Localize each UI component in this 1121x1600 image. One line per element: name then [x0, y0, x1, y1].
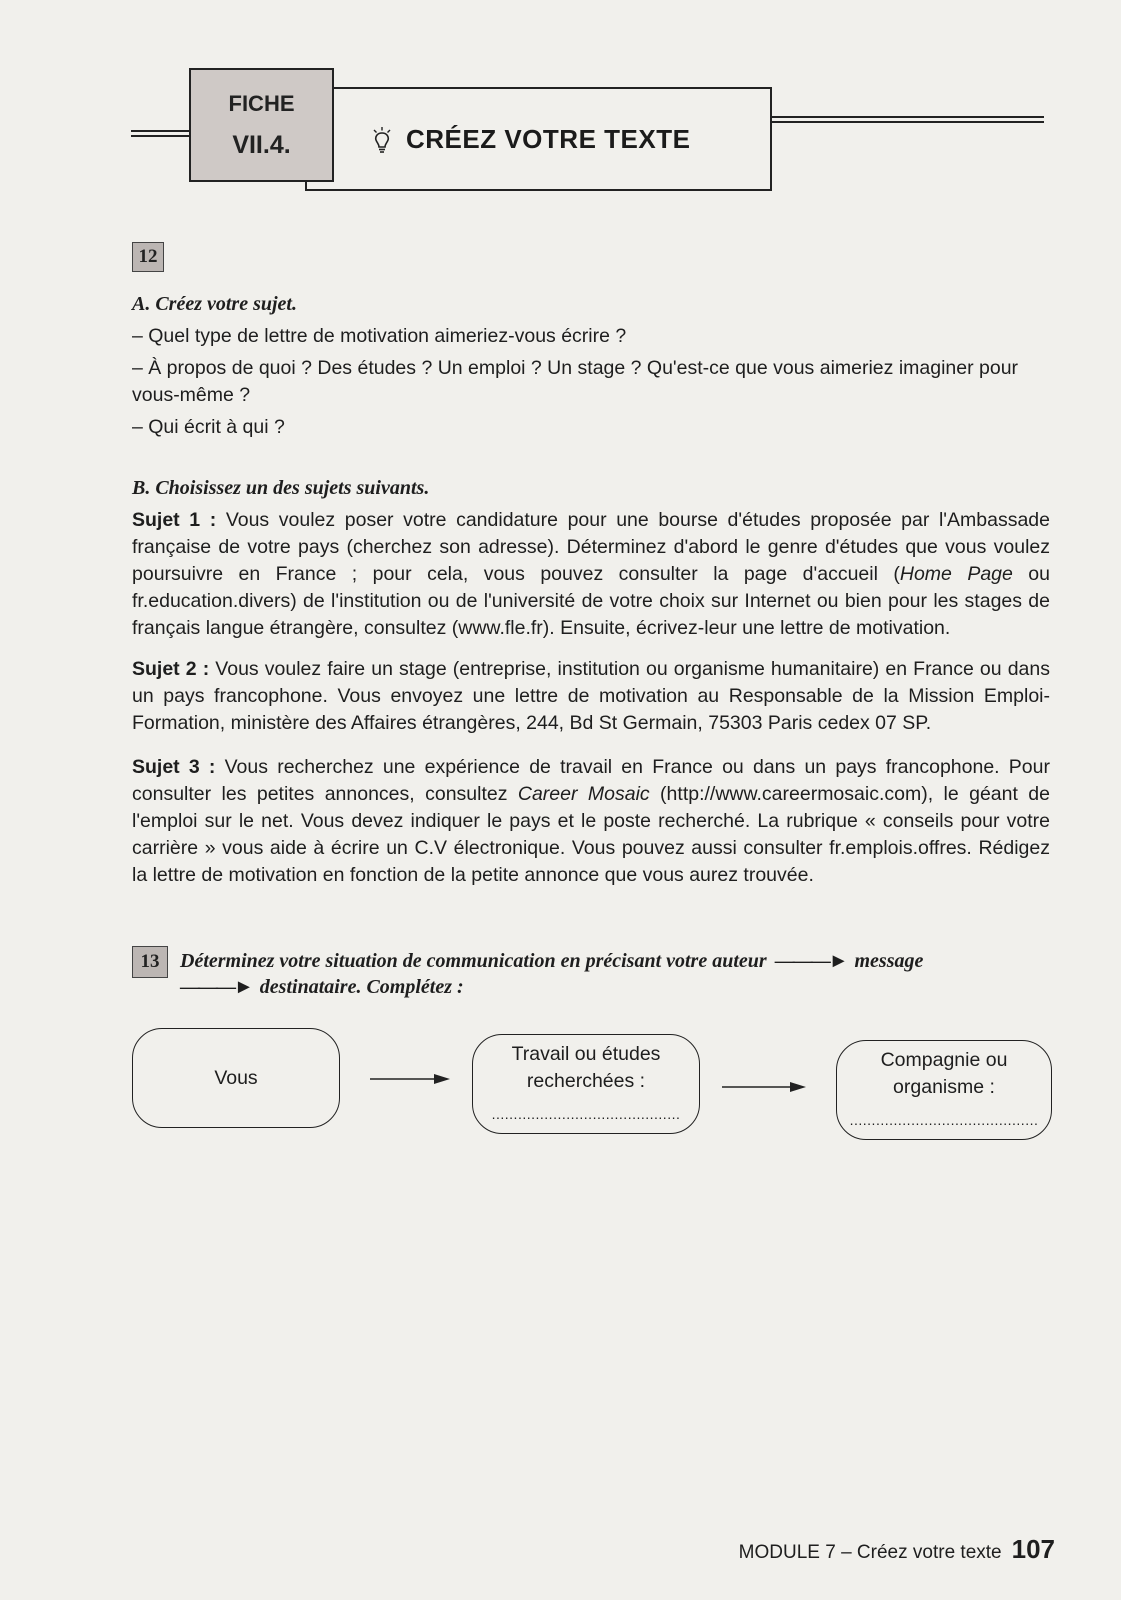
header-rule-left	[131, 130, 191, 137]
diagram-node-author	[132, 1028, 340, 1128]
node-recipient-blank[interactable]: ...........................................	[849, 1111, 1039, 1128]
sujet-3-block	[132, 754, 1050, 889]
node-recipient-line-2: organisme :	[893, 1075, 995, 1098]
title-text: CRÉEZ VOTRE TEXTE	[406, 124, 691, 154]
section-a-heading: A. Créez votre sujet.	[132, 293, 297, 315]
instruction-message: message	[854, 950, 924, 972]
node-message-line-2: recherchées :	[526, 1069, 646, 1092]
diagram-node-message	[472, 1034, 700, 1134]
exercise-13-instruction	[180, 948, 1052, 1000]
sujet-3-italic: Career Mosaic	[517, 783, 650, 805]
sujet-3	[132, 754, 1050, 889]
fiche-label: FICHE	[228, 90, 295, 116]
section-b-heading: B. Choisissez un des sujets suivants.	[132, 477, 430, 499]
section-a	[132, 291, 1050, 446]
exercise-number-12: 12	[132, 242, 164, 272]
diagram-node-recipient	[836, 1040, 1052, 1140]
fiche-badge	[189, 68, 334, 182]
flow-arrow-icon	[722, 1080, 806, 1094]
question-2: – À propos de quoi ? Des études ? Un emploi ? Un stage ? Qu'est-ce que vous aimeriez imaginer pour vous-même ?	[132, 357, 1019, 406]
page-number: 107	[1011, 1534, 1055, 1564]
sujet-1-text-a: Vous voulez poser votre candidature pour une bourse d'études proposée par l'Ambassade française de votre pays (cherchez son adresse). Déterminez d'abord le genre d'études que vous voulez poursuivre en France ; pour cela, vous pouvez consulter la page d'accueil (	[132, 509, 1050, 585]
footer-module: MODULE 7 – Créez votre texte	[738, 1542, 1002, 1563]
arrow-icon: ———►	[180, 976, 255, 998]
sujet-3-label: Sujet 3 :	[132, 756, 216, 778]
sujet-1	[132, 507, 1050, 642]
node-message-blank[interactable]: ...........................................	[491, 1105, 681, 1122]
fiche-number: VII.4.	[232, 130, 291, 159]
sujet-3-text-a: Vous recherchez une expérience de travail en France ou dans un pays francophone. Pour consulter les petites annonces, consultez	[132, 756, 1050, 805]
node-message-line-1: Travail ou études	[511, 1042, 661, 1065]
exercise-number-13: 13	[132, 946, 168, 978]
lightbulb-icon	[372, 127, 392, 153]
sujet-2-block	[132, 656, 1050, 737]
header-rule-right	[772, 116, 1044, 123]
sujet-1-italic: Home Page	[899, 563, 1013, 585]
sujet-2-text: Vous voulez faire un stage (entreprise, institution ou organisme humanitaire) en France ou dans un pays francophone. Vous envoyez une lettre de motivation au Responsable de la Mission Emploi-Formation, ministère des Affaires étrangères, 244, Bd St Germain, 75303 Paris cedex 07 SP.	[132, 658, 1050, 734]
arrow-icon: ———►	[771, 950, 850, 972]
page-title	[372, 124, 690, 155]
sujet-2	[132, 656, 1050, 737]
sujet-1-text-b: ou fr.education.divers) de l'institution ou de l'université de votre choix sur Internet ou bien pour les stages de français langue étrangère, consultez (www.fle.fr). Ensuite, écrivez-leur une lettre de motivation.	[132, 563, 1050, 639]
instruction-part-1: Déterminez votre situation de communication en précisant votre auteur	[180, 950, 767, 972]
flow-arrow-icon	[370, 1072, 450, 1086]
instruction-part-2: destinataire. Complétez :	[259, 976, 464, 998]
sujet-3-text-b: (http://www.careermosaic.com), le géant de l'emploi sur le net. Vous devez indiquer le pays et le poste recherché. La rubrique « conseils pour votre carrière » vous aide à écrire un C.V électronique. Vous pouvez aussi consulter fr.emplois.offres. Rédigez la lettre de motivation en fonction de la petite annonce que vous aurez trouvée.	[132, 783, 1050, 886]
node-author-label: Vous	[214, 1066, 258, 1089]
sujet-2-label: Sujet 2 :	[132, 658, 210, 680]
node-recipient-line-1: Compagnie ou	[880, 1048, 1008, 1071]
page-footer	[739, 1534, 1055, 1565]
sujet-1-label: Sujet 1 :	[132, 509, 217, 531]
question-3: – Qui écrit à qui ?	[132, 416, 285, 438]
section-b	[132, 475, 1050, 642]
question-1: – Quel type de lettre de motivation aimeriez-vous écrire ?	[132, 325, 627, 347]
